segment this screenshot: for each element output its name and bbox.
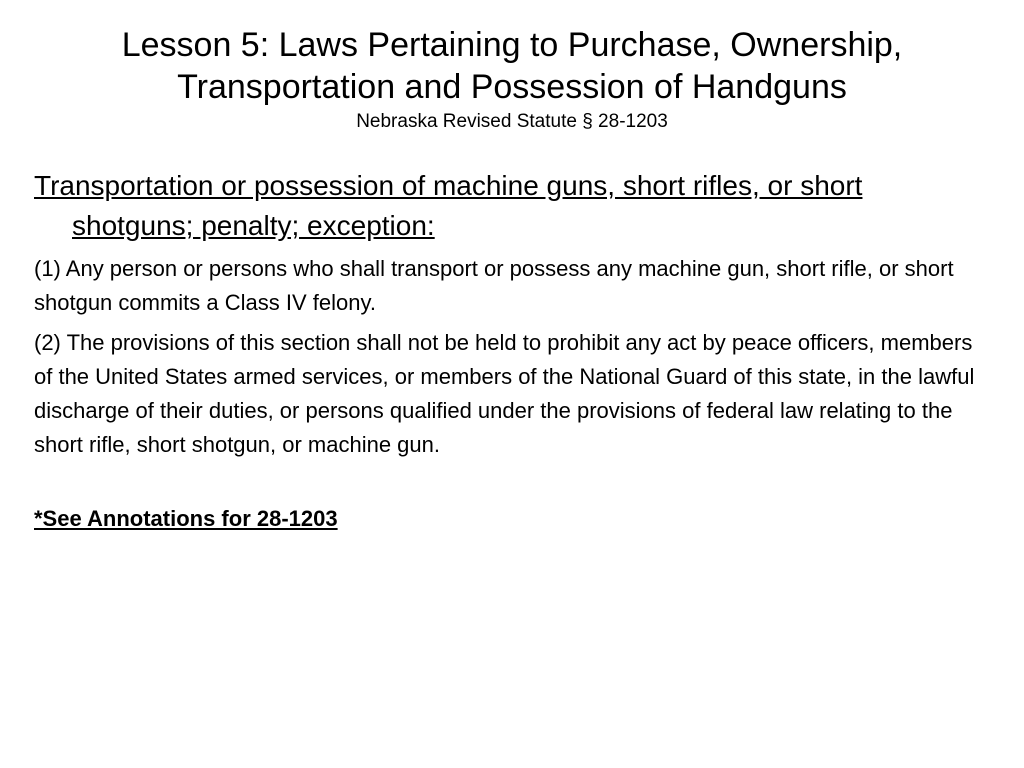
paragraph-1: (1) Any person or persons who shall transport or possess any machine gun, short rifle, or short shotgun commits a Class IV felony.: [34, 256, 954, 315]
section-heading: Transportation or possession of machine guns, short rifles, or short shotguns; penalty; exception:: [34, 170, 863, 241]
slide-title: Lesson 5: Laws Pertaining to Purchase, Ownership, Transportation and Possession of Handguns: [121, 26, 903, 106]
slide-body: [34, 166, 984, 536]
title-block: [30, 24, 994, 134]
statute-subtitle: Nebraska Revised Statute § 28-1203: [356, 111, 668, 132]
annotations-note: *See Annotations for 28-1203: [34, 506, 338, 531]
paragraph-2: (2) The provisions of this section shall not be held to prohibit any act by peace officers, members of the United States armed services, or members of the National Guard of this state, in the lawful discharge of their duties, or persons qualified under the provisions of federal law relating to the short rifle, short shotgun, or machine gun.: [34, 330, 975, 457]
